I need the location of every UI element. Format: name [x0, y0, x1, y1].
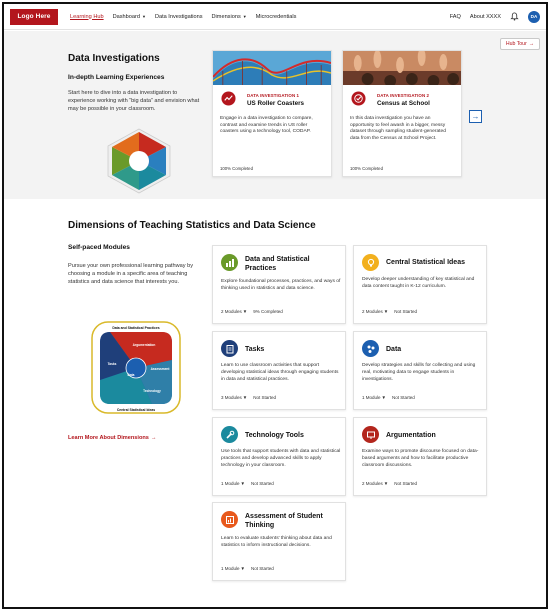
module-footer — [221, 566, 274, 571]
section-title: Data Investigations — [68, 53, 160, 64]
module-count: 1 Module — [221, 566, 240, 571]
nav-learning-hub[interactable] — [70, 14, 104, 20]
investigations-section — [4, 31, 546, 199]
page-frame — [2, 2, 548, 609]
wrench-icon — [221, 426, 238, 443]
module-card-technology[interactable] — [212, 417, 346, 496]
module-description: Use tools that support students with data and statistical practices and develop advanced skills to apply technology in your classroom. — [221, 449, 341, 468]
module-count: 3 Modules — [221, 395, 242, 400]
nav-label: Data Investigations — [154, 13, 203, 20]
card-description: In this data investigation you have an opportunity to feel awash in a bigger, messy dataset through sampling student-generated data from the Census at School Project. — [350, 116, 446, 141]
arrow-right-icon: → — [150, 435, 157, 441]
diagram-bottom-label: Central Statistical Ideas — [116, 408, 156, 412]
investigation-card-1[interactable] — [212, 50, 332, 177]
card-status: 100% Completed — [350, 166, 383, 171]
chevron-down-icon: ▼ — [240, 481, 245, 486]
nav-dashboard[interactable] — [113, 14, 146, 20]
module-status: Not Started — [253, 395, 276, 400]
card-title: US Roller Coasters — [247, 100, 305, 107]
bell-icon[interactable] — [510, 12, 519, 21]
module-footer — [362, 309, 417, 314]
module-card-tasks[interactable] — [212, 331, 346, 410]
module-description: Learn to use classroom activities that support developing statistical ideas through engaging students in data and statistical practices. — [221, 363, 339, 382]
module-footer — [221, 395, 276, 400]
module-count-select[interactable] — [362, 309, 388, 314]
learn-more-link[interactable] — [68, 435, 157, 441]
module-count: 2 Modules — [362, 309, 383, 314]
module-card-data[interactable] — [353, 331, 487, 410]
module-status: Not Started — [250, 566, 274, 571]
module-card-central-ideas[interactable] — [353, 245, 487, 324]
module-count: 2 Modules — [221, 309, 242, 314]
module-footer — [221, 481, 274, 486]
module-card-data-practices[interactable] — [212, 245, 346, 324]
analytics-icon — [221, 91, 236, 106]
diagram-quadrant-label: Tasks — [107, 362, 117, 366]
module-card-assessment[interactable] — [212, 502, 346, 581]
nav-right — [450, 11, 540, 23]
dimensions-diagram — [90, 320, 182, 415]
card-title: Census at School — [377, 100, 430, 107]
nav-about[interactable]: About XXXX — [469, 13, 501, 20]
module-title: Technology Tools — [245, 432, 304, 439]
module-description: Explore foundational processes, practices, and ways of thinking used in statistics and data science. — [221, 279, 341, 291]
module-description: Develop strategies and skills for collecting and using real, motivating data to engage students in investigations. — [362, 363, 476, 382]
module-count-select[interactable] — [362, 481, 388, 486]
module-status: Not Started — [391, 395, 415, 400]
nav-label: Dimensions — [211, 13, 241, 20]
investigation-cycle-graphic — [104, 128, 174, 194]
module-status: 9% Completed — [253, 309, 283, 314]
dimensions-title: Dimensions of Teaching Statistics and Data Science — [68, 220, 316, 231]
module-description: Develop deeper understanding of key statistical and data content taught in K-12 curriculum. — [362, 277, 475, 289]
diagram-quadrant-label: Data — [127, 373, 135, 377]
module-footer — [221, 309, 283, 314]
diagram-quadrant-label: Assessment — [150, 367, 170, 371]
chevron-down-icon: ▼ — [141, 14, 146, 19]
module-title: Argumentation — [386, 432, 436, 439]
roller-coaster-image — [213, 51, 331, 85]
module-title: Tasks — [245, 346, 265, 353]
module-status: Not Started — [394, 309, 417, 314]
presentation-icon — [362, 426, 379, 443]
nav-data-investigations[interactable] — [155, 14, 203, 20]
module-count-select[interactable] — [221, 309, 247, 314]
arrow-right-icon: → — [528, 41, 534, 47]
chevron-down-icon: ▼ — [381, 395, 386, 400]
module-count-select[interactable] — [221, 566, 245, 571]
lightbulb-icon — [362, 254, 379, 271]
chevron-down-icon: ▼ — [383, 481, 389, 486]
nav-label: Microcredentials — [255, 13, 297, 20]
module-footer — [362, 481, 417, 486]
logo[interactable]: Logo Here — [10, 9, 58, 25]
checklist-icon — [351, 91, 366, 106]
module-count: 1 Module — [362, 395, 381, 400]
top-nav — [4, 4, 546, 30]
hub-tour-label: Hub Tour — [505, 41, 527, 47]
chevron-down-icon: ▼ — [242, 309, 248, 314]
module-count-select[interactable] — [221, 395, 247, 400]
card-kicker: DATA INVESTIGATION 2 — [377, 93, 430, 98]
chevron-down-icon: ▼ — [242, 14, 247, 19]
module-title: Assessment of Student Thinking — [245, 513, 323, 529]
module-description: Learn to evaluate students' thinking about data and statistics to inform instructional decisions. — [221, 536, 332, 548]
diagram-quadrant-label: Technology — [143, 389, 161, 393]
arrow-right-icon: → — [471, 112, 480, 121]
module-count-select[interactable] — [221, 481, 245, 486]
module-count: 1 Module — [221, 481, 240, 486]
hub-tour-button[interactable] — [500, 38, 540, 50]
module-title: Data and Statistical Practices — [245, 256, 310, 272]
nav-label: Dashboard — [112, 13, 140, 20]
chevron-down-icon: ▼ — [240, 566, 245, 571]
raised-hands-image — [343, 51, 461, 85]
data-nodes-icon — [362, 340, 379, 357]
dimensions-description: Pursue your own professional learning pathway by choosing a module in a specific area of teaching statistics and data science that interests you. — [68, 263, 193, 285]
nav-faq[interactable]: FAQ — [449, 13, 461, 20]
section-description: Start here to dive into a data investigation to experience working with “big data” and envision what may be possible in your classroom. — [68, 90, 200, 112]
avatar[interactable]: DA — [528, 11, 540, 23]
card-status: 100% Completed — [220, 166, 253, 171]
dimensions-subtitle: Self-paced Modules — [68, 244, 130, 251]
bar-chart-icon — [221, 254, 238, 271]
chevron-down-icon: ▼ — [383, 309, 389, 314]
diagram-quadrant-label: Argumentation — [132, 343, 156, 347]
nav-dimensions[interactable] — [212, 14, 247, 20]
carousel-next-button[interactable] — [469, 110, 482, 123]
module-footer — [362, 395, 415, 400]
module-description: Examine ways to promote discourse focused on data-based arguments and how to facilitate productive classroom discussions. — [362, 449, 479, 468]
investigation-card-2[interactable] — [342, 50, 462, 177]
learn-more-label: Learn More About Dimensions — [68, 435, 149, 441]
chevron-down-icon: ▼ — [242, 395, 248, 400]
chart-report-icon — [221, 511, 238, 528]
module-count: 2 Modules — [362, 481, 383, 486]
diagram-top-label: Data and Statistical Practices — [112, 326, 160, 330]
module-title: Central Statistical Ideas — [386, 259, 465, 266]
card-kicker: DATA INVESTIGATION 1 — [247, 93, 300, 98]
nav-label: Learning Hub — [70, 13, 104, 20]
card-description: Engage in a data investigation to compare, contrast and examine trends in US roller coasters using a technology tool, CODAP. — [220, 116, 313, 135]
module-count-select[interactable] — [362, 395, 386, 400]
module-status: Not Started — [394, 481, 417, 486]
nav-microcredentials[interactable] — [256, 14, 297, 20]
module-title: Data — [386, 346, 402, 353]
module-card-argumentation[interactable] — [353, 417, 487, 496]
clipboard-icon — [221, 340, 238, 357]
module-status: Not Started — [250, 481, 274, 486]
section-subtitle: In-depth Learning Experiences — [68, 74, 165, 81]
